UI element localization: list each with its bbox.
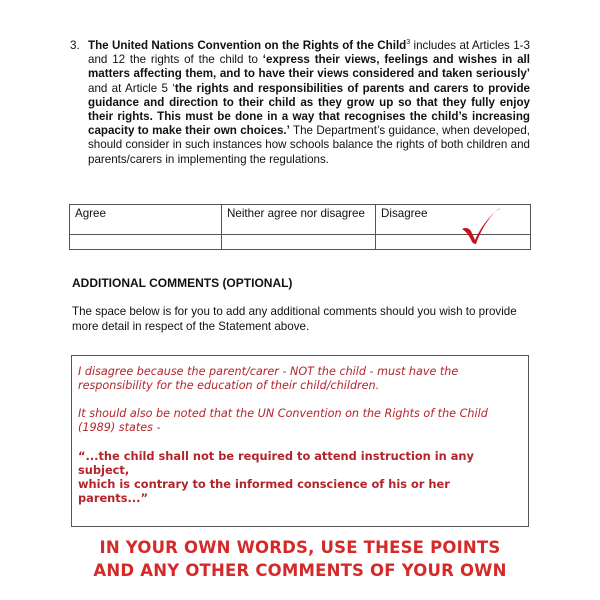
quote-line: “...the child shall not be required to attend instruction in any subject, — [78, 449, 474, 477]
statement-text-3: The Department’s guidance, when developed, should consider in such instances how schools balance the rights of both children and parents/carers in implementing the regulations. — [88, 124, 530, 166]
banner-line: IN YOUR OWN WORDS, USE THESE POINTS — [99, 538, 501, 557]
instruction-banner — [0, 537, 600, 582]
footnote-marker: 3 — [406, 39, 411, 47]
statement-paragraph — [70, 39, 530, 167]
statement-text — [88, 39, 530, 167]
statement-text-1: includes at Articles 1-3 and 12 the rights of the child to — [88, 39, 530, 67]
option-agree[interactable]: Agree — [70, 205, 222, 235]
statement-text-2: and at Article 5 ‘ — [88, 81, 175, 95]
item-number: 3. — [70, 39, 80, 52]
comments-box[interactable] — [71, 355, 529, 527]
option-neither[interactable]: Neither agree nor disagree — [222, 205, 376, 235]
comment-line: responsibility for the education of their child/children. — [78, 379, 380, 392]
banner-line: AND ANY OTHER COMMENTS OF YOUR OWN — [93, 560, 507, 580]
option-disagree[interactable]: Disagree — [376, 205, 531, 235]
checkmark-icon — [461, 207, 501, 245]
checkbox-cell-disagree[interactable] — [376, 235, 531, 250]
comments-instructions: The space below is for you to add any additional comments should you wish to provide more detail in respect of the Statement above. — [72, 305, 517, 333]
comment-line: I disagree because the parent/carer - NOT the child - must have the — [78, 365, 459, 378]
quote-line: which is contrary to the informed conscience of his or her parents...” — [78, 477, 450, 505]
statement-quote-2: the rights and responsibilities of parents and carers to provide guidance and direction to their child as they grow up so that they fully enjoy their rights. This must be done in a way that recognises the child’s increasing capacity to make their own choices.’ — [88, 81, 530, 138]
convention-title: The United Nations Convention on the Rights of the Child — [88, 39, 407, 52]
comment-line: It should also be noted that the UN Convention on the Rights of the Child — [78, 407, 488, 420]
statement-quote-1: ‘express their views, feelings and wishes in all matters affecting them, and to have their views considered and taken seriously’ — [88, 53, 530, 81]
checkbox-cell-agree[interactable] — [70, 235, 222, 250]
checkbox-cell-neither[interactable] — [222, 235, 376, 250]
comment-line: (1989) states - — [78, 421, 161, 434]
comments-heading: ADDITIONAL COMMENTS (OPTIONAL) — [72, 276, 293, 290]
